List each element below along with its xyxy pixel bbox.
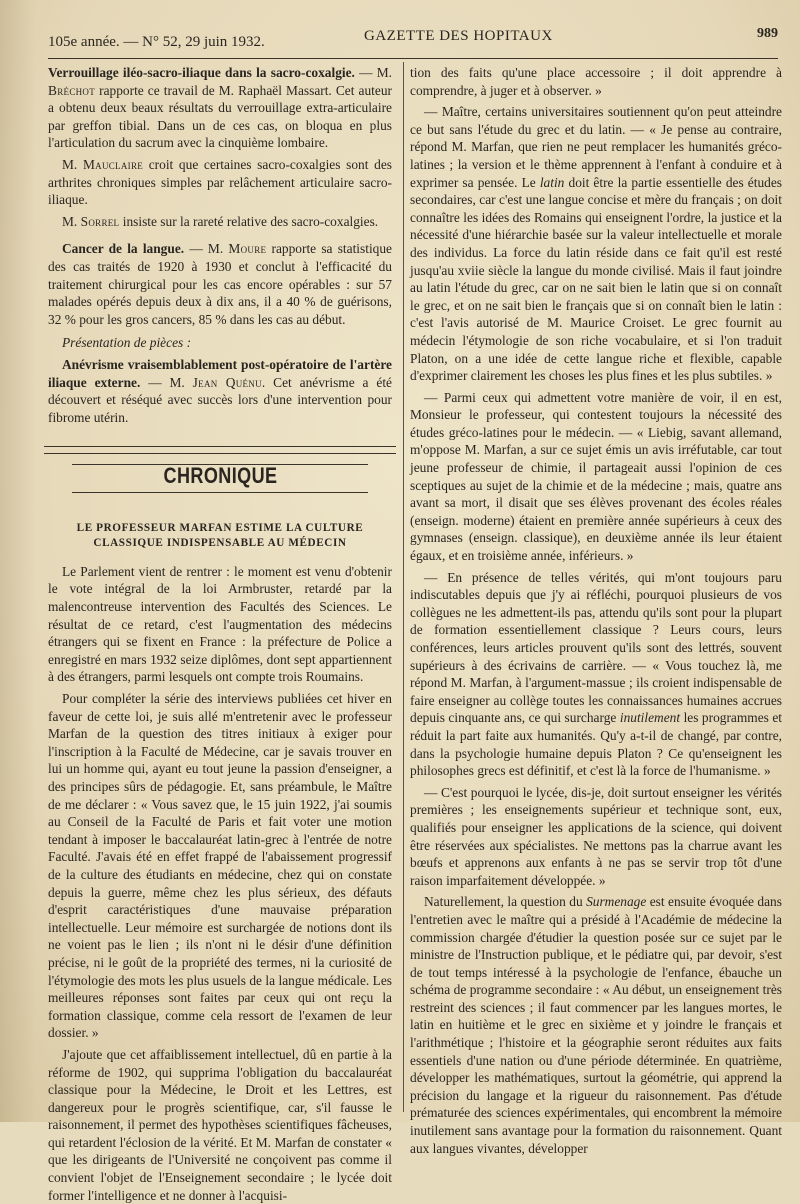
column-divider xyxy=(403,62,404,1112)
paragraph: Le Parlement vient de rentrer : le moment est venu d'obtenir le vote intégral de la loi Armbruster, retardé par la malencontreuse intervention des Facultés des Sciences. Le résultat de ce retard, c'est l'augmentation des médecins étrangers qui se fixent en France : la préfecture de Police a enregistré en mars 1932 seize diplômes, dont sept appartiennent à des étrangers, parmi lesquels ont compte trois Roumains. xyxy=(48,563,392,685)
paragraph: — Parmi ceux qui admettent votre manière de voir, il en est, Monsieur le professeur, qui contestent toujours la nécessité des études gréco-latines pour le médecin. — « Liebig, savant allemand, m'oppose M. Marfan, a sur ce sujet émis un avis irréfutable, car tout jeune professeur de chimie, il partageait aussi l'opinion de ces sceptiques au sujet de la chimie et de la médecine ; mais, quatre ans avant sa mort, il disait que ses élèves provenant des écoles réales (enseign. moderne) étaient en première année supérieurs à ceux des gymnases (enseign. classique), en deuxième année ils leur étaient égaux, et en troisième année, inférieurs. » xyxy=(410,389,782,564)
section-label: Présentation de pièces : xyxy=(62,335,192,351)
author-name: Sorrel xyxy=(80,213,120,229)
author-name: Bréchot xyxy=(48,82,96,98)
author-name: Jean Quénu xyxy=(192,374,262,390)
paragraph: M. Mauclaire croit que certaines sacro-coxalgies sont des arthrites chroniques simples par relâchement articulaire sacro-iliaque. xyxy=(48,156,392,208)
item-title: Cancer de la langue. xyxy=(62,241,185,257)
issue-info: 105e année. — N° 52, 29 juin 1932. xyxy=(48,34,265,50)
page-edge-shadow xyxy=(0,0,36,1122)
paragraph: Verrouillage iléo-sacro-iliaque dans la sacro-coxalgie. — M. Bréchot rapporte ce travail de M. Raphaël Massart. Cet auteur a obtenu deux beaux résultats du verrouillage extra-articulaire par greffon tibial. Dans un de ces cas, on bloqua en plus l'articulation du sacrum avec la cinquième lombaire. xyxy=(48,65,393,151)
section-title: CHRONIQUE xyxy=(163,463,277,489)
left-column xyxy=(48,64,392,1204)
paragraph: M. Sorrel insiste sur la rareté relative des sacro-coxalgies. xyxy=(62,213,379,229)
paragraph: Cancer de la langue. — M. Moure rapporte sa statistique des cas traités de 1920 à 1930 et conclut à l'efficacité du traitement chirurgical pour les cas encore opérables : sur 57 malades opérés depuis deux à dix ans, il a 40 % de guérisons, 32 % pour les gros cancers, 85 % dans les cas au début. xyxy=(48,241,392,327)
journal-title: GAZETTE DES HOPITAUX xyxy=(364,28,553,44)
paragraph: Pour compléter la série des interviews publiées cet hiver en faveur de cette loi, je suis allé m'entretenir avec le professeur Marfan de la question des titres initiaux à exiger pour l'inscription à la Faculté de Médecine, car je savais trouver en lui un homme qui, ayant eu tout jeune la passion d'enseigner, a des principes sûrs de pédagogie. Et, sans préambule, le Maître de me déclarer : « Vous savez que, le 15 juin 1922, j'ai soumis au Conseil de la Faculté de Paris et fait voter une motion tendant à imposer le baccalauréat latin-grec à l'entrée de notre Faculté. J'avais été en effet frappé de l'abaissement progressif de la culture des étudiants en médecine, chez qui on constate depuis la guerre, même chez les plus sérieux, des défauts d'esprit caractéristiques d'une mauvaise préparation intellectuelle. Leur mémoire est surchargée de notions dont ils ne voient pas le lien ; ils n'ont ni le désir d'une définition précise, ni le goût de la propriété des termes, ni la curiosité de l'étymologie des mots les plus usuels de la langue médicale. Les meilleures réponses sont faites par ceux qui ont reçu la formation classique, comme cela ressort de l'examen de leur dossier. » xyxy=(48,691,392,1041)
paragraph: — Maître, certains universitaires soutiennent qu'on peut atteindre ce but sans l'étude du grec et du latin. — « Je pense au contraire, répond M. Marfan, que rien ne peut remplacer les humanités gréco-latines ; la version et le thème apprennent à l'enfant à conduire et à exprimer sa pensée. Le latin doit être la partie essentielle des études secondaires, car c'est une langue concise et mère du français ; on doit connaître les idées des Romains qui enseignent l'ordre, la justice et la nécessité d'une hiérarchie basée sur la valeur intellectuelle et morale des individus. La force du latin réside dans ce fait qu'il est resté jusqu'au xviie siècle la langue du monde civilisé. Mais il faut joindre au latin l'étude du grec, car on ne sait bien le latin que si on connaît le grec, et on ne sait bien le français que si on connaît bien le latin : c'est l'avis autorisé de M. Maurice Croiset. Le grec fournit au médecin l'étymologie de son riche vocabulaire, et si l'on traduit Platon, on a une idée de cette langue riche et flexible, capable d'exprimer clairement les choses les plus fines et les plus subtiles. » xyxy=(410,104,782,384)
paragraph: — C'est pourquoi le lycée, dis-je, doit surtout enseigner les vérités premières ; les enseignements supérieur et technique sont, eux, qualifiés pour enseigner les applications de la science, qui doivent être réservées aux spécialistes. Ne mettons pas la charrue avant les bœufs et apprenons aux enfants à ne pas se servir trop tôt d'une raison imparfaitement développée. » xyxy=(410,784,782,888)
article-title: LE PROFESSEUR MARFAN ESTIME LA CULTURE CLASSIQUE INDISPENSABLE AU MÉDECIN xyxy=(76,521,364,549)
paragraph: Anévrisme vraisemblablement post-opératoire de l'artère iliaque externe. — M. Jean Quénu. Cet anévrisme a été découvert et réséqué avec succès lors d'une intervention pour fibrome utérin. xyxy=(48,356,392,425)
author-name: Moure xyxy=(228,241,267,257)
item-title: Verrouillage iléo-sacro-iliaque dans la sacro-coxalgie. xyxy=(48,65,355,80)
right-column xyxy=(410,64,782,1157)
author-name: Mauclaire xyxy=(82,156,144,172)
page-header xyxy=(48,22,778,50)
page-number: 989 xyxy=(757,26,778,41)
paragraph: tion des faits qu'une place accessoire ; il doit apprendre à comprendre, à juger et à observer. » xyxy=(410,65,782,98)
section-double-rule xyxy=(44,446,396,454)
header-rule xyxy=(48,58,778,59)
paragraph: J'ajoute que cet affaiblissement intellectuel, dû en partie à la réforme de 1902, qui supprima l'obligation du baccalauréat classique pour la Médecine, le Droit et les Lettres, est dangereux pour le progrès scientifique, car, s'il fausse le raisonnement, il permet des hypothèses scientifiques fâcheuses, qui retardent l'éclosion de la vérité. Et M. Marfan de constater « que les dirigeants de l'Université ne conçoivent pas comme il convient l'objet de l'Enseignement secondaire ; le lycée doit former l'intelligence et ne donner à l'acquisi- xyxy=(48,1046,392,1203)
item-title: Anévrisme vraisemblablement post-opératoire de l'artère iliaque externe. xyxy=(48,356,392,390)
paragraph: Naturellement, la question du Surmenage est ensuite évoquée dans l'entretien avec le maître qui a présidé à l'Académie de médecine la commission chargée d'étudier la question posée sur ce sujet par le ministre de l'Instruction publique, et le pédiatre qui, par devoir, s'est de tout temps intéressé à la psychologie de l'enfance, ébauche un schéma de programme secondaire : « Au début, un enseignement très restreint des sciences ; il faut commencer par les langues mortes, le latin en huitième et le grec en sixième et y joindre le français et l'arithmétique ; l'histoire et la géographie seront réduites aux faits essentiels d'une nation ou d'une période déterminée. En quatrième, développer les mathématiques, surtout la géométrie, qui apprend la précision du langage et la rigueur du raisonnement. Pas d'étude prématurée des sciences expérimentales, qui encombrent la mémoire inutilement sans avantage pour la formation du raisonnement. Quant aux langues vivantes, développer xyxy=(410,894,782,1156)
paragraph: — En présence de telles vérités, qui m'ont toujours paru indiscutables depuis que j'y ai réfléchi, pourquoi plusieurs de vos collègues ne les admettent-ils pas, attendu qu'ils sont pour la plupart de formation essentiellement classique ? Leurs cours, leurs conférences, leurs articles prouvent qu'ils sont des lettrés, souvent supérieurs à des écrivains de carrière. — « Vous touchez là, me répond M. Marfan, à l'argument-massue ; ils croient indispensable de faire enseigner au collège toutes les connaissances humaines accrues depuis cinquante ans, ce qui surcharge inutilement les programmes et réduit la part faite aux humanités. Qu'y a-t-il de changé, par contre, dans la psychologie humaine depuis Platon ? Ce qu'enseignent les philosophes grecs est définitif, et c'est là la force de l'humanisme. » xyxy=(410,569,782,779)
section-heading-box xyxy=(72,464,368,493)
